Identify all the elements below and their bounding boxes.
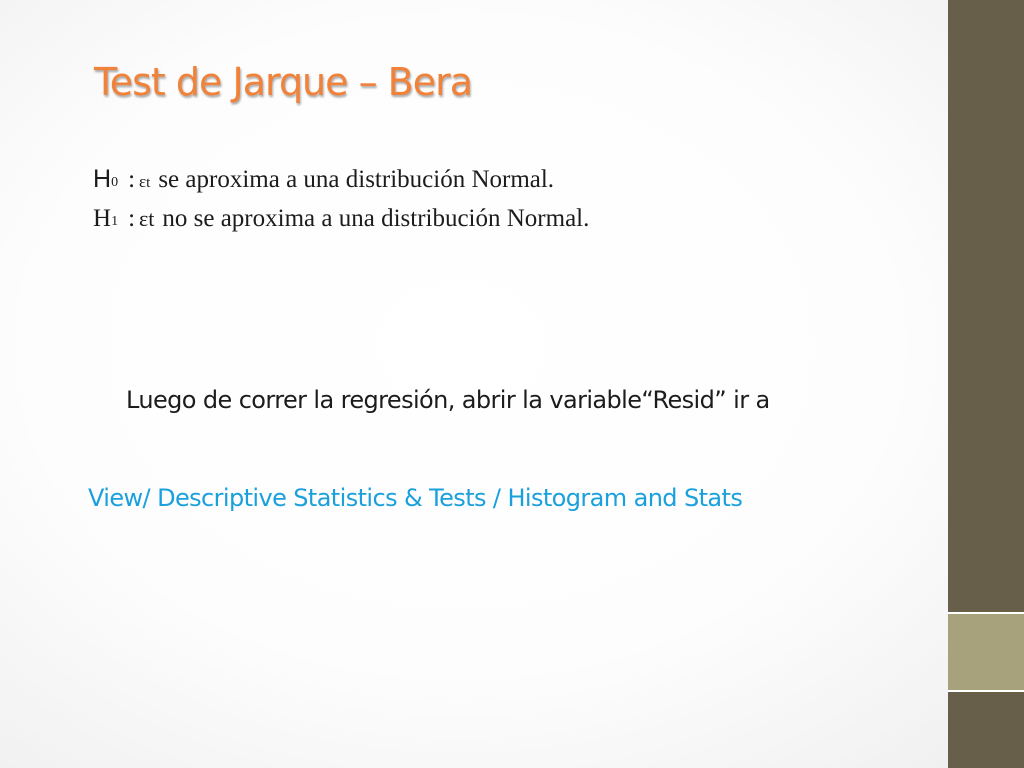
hypothesis-colon: : [128,166,136,193]
hypothesis-letter: H [93,165,112,193]
hypothesis-letter: H [93,205,112,232]
hypothesis-subscript: 1 [111,214,119,229]
decorative-sidebar [948,0,1024,768]
hypothesis-statement: no se aproxima a una distribución Normal. [162,205,590,232]
sidebar-divider [948,690,1024,692]
null-hypothesis [93,165,554,194]
epsilon-subscript: t [146,175,151,191]
hypothesis-statement: se aproxima a una distribución Normal. [158,166,555,193]
alternative-hypothesis [93,205,589,233]
hypothesis-colon: : [128,205,136,232]
slide-title: Test de Jarque – Bera [94,60,473,104]
epsilon-symbol: ε [139,172,147,191]
hypothesis-subscript: 0 [111,175,119,190]
epsilon-subscript: t [148,206,155,231]
menu-path-text: View/ Descriptive Statistics & Tests / Histogram and Stats [88,484,743,512]
instruction-text: Luego de correr la regresión, abrir la variable“Resid” ir a [126,386,770,414]
sidebar-accent-block [948,614,1024,690]
epsilon-symbol: ε [139,206,149,231]
